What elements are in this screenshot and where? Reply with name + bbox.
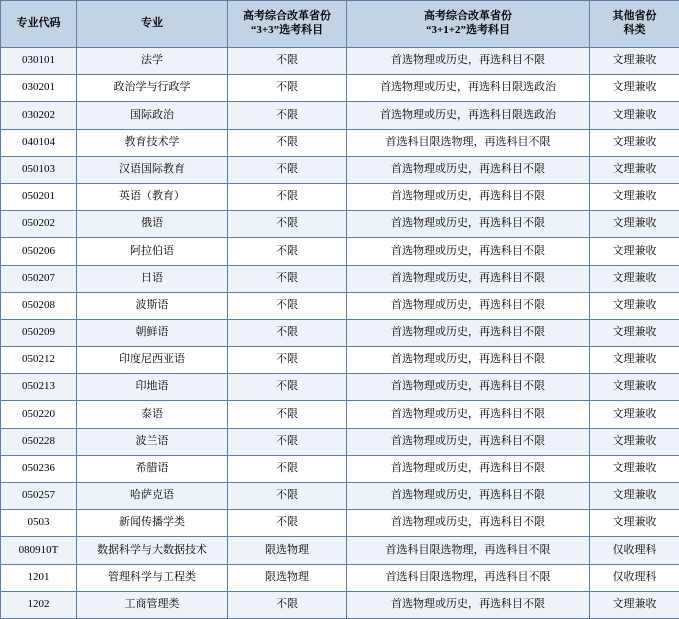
column-header-major-code	[1, 1, 77, 48]
header-line: “3+1+2”选考科目	[348, 24, 588, 38]
cell-3plus1plus2-subjects: 首选物理或历史，再选科目不限	[347, 455, 590, 482]
cell-major-name: 汉语国际教育	[77, 156, 228, 183]
cell-major-name: 希腊语	[77, 455, 228, 482]
column-header-3plus3	[228, 1, 347, 48]
cell-3plus1plus2-subjects: 首选科目限选物理，再选科目不限	[347, 537, 590, 564]
table-row	[1, 428, 679, 455]
cell-major-name: 俄语	[77, 211, 228, 238]
cell-other-category: 文理兼收	[590, 319, 679, 346]
table-row	[1, 347, 679, 374]
cell-other-category: 文理兼收	[590, 156, 679, 183]
cell-3plus3-subjects: 不限	[228, 374, 347, 401]
cell-major-name: 印度尼西亚语	[77, 347, 228, 374]
cell-other-category: 文理兼收	[590, 483, 679, 510]
cell-major-name: 印地语	[77, 374, 228, 401]
cell-3plus1plus2-subjects: 首选物理或历史，再选科目不限	[347, 401, 590, 428]
header-row	[1, 1, 679, 48]
cell-3plus3-subjects: 不限	[228, 102, 347, 129]
cell-major-name: 日语	[77, 265, 228, 292]
cell-3plus3-subjects: 不限	[228, 428, 347, 455]
cell-3plus3-subjects: 不限	[228, 48, 347, 75]
cell-3plus1plus2-subjects: 首选物理或历史，再选科目不限	[347, 238, 590, 265]
cell-3plus1plus2-subjects: 首选物理或历史，再选科目限选政治	[347, 102, 590, 129]
cell-major-code: 050103	[1, 156, 77, 183]
cell-other-category: 文理兼收	[590, 238, 679, 265]
cell-other-category: 文理兼收	[590, 102, 679, 129]
cell-major-name: 波兰语	[77, 428, 228, 455]
cell-major-name: 阿拉伯语	[77, 238, 228, 265]
cell-major-name: 英语（教育）	[77, 183, 228, 210]
header-line: 科类	[591, 24, 678, 38]
cell-3plus3-subjects: 不限	[228, 75, 347, 102]
cell-3plus3-subjects: 不限	[228, 319, 347, 346]
cell-major-code: 050208	[1, 292, 77, 319]
cell-major-code: 030201	[1, 75, 77, 102]
column-header-major	[77, 1, 228, 48]
cell-3plus3-subjects: 不限	[228, 510, 347, 537]
cell-3plus1plus2-subjects: 首选物理或历史，再选科目不限	[347, 292, 590, 319]
cell-major-name: 哈萨克语	[77, 483, 228, 510]
cell-3plus1plus2-subjects: 首选物理或历史，再选科目不限	[347, 156, 590, 183]
table-row	[1, 455, 679, 482]
cell-major-code: 050220	[1, 401, 77, 428]
header-line: 其他省份	[591, 10, 678, 24]
cell-other-category: 文理兼收	[590, 374, 679, 401]
table-row	[1, 401, 679, 428]
cell-other-category: 文理兼收	[590, 455, 679, 482]
table-row	[1, 211, 679, 238]
cell-other-category: 文理兼收	[590, 510, 679, 537]
cell-3plus1plus2-subjects: 首选科目限选物理，再选科目不限	[347, 129, 590, 156]
table-row	[1, 265, 679, 292]
header-line: 专业代码	[2, 17, 75, 31]
cell-other-category: 文理兼收	[590, 591, 679, 618]
cell-major-name: 新闻传播学类	[77, 510, 228, 537]
cell-3plus1plus2-subjects: 首选物理或历史，再选科目不限	[347, 48, 590, 75]
cell-major-code: 050201	[1, 183, 77, 210]
cell-major-name: 政治学与行政学	[77, 75, 228, 102]
table-row	[1, 129, 679, 156]
cell-3plus1plus2-subjects: 首选物理或历史，再选科目不限	[347, 319, 590, 346]
cell-major-code: 050212	[1, 347, 77, 374]
cell-major-code: 050228	[1, 428, 77, 455]
cell-3plus1plus2-subjects: 首选物理或历史，再选科目不限	[347, 483, 590, 510]
cell-major-code: 050236	[1, 455, 77, 482]
cell-major-name: 波斯语	[77, 292, 228, 319]
cell-3plus3-subjects: 不限	[228, 483, 347, 510]
cell-major-code: 040104	[1, 129, 77, 156]
cell-major-name: 管理科学与工程类	[77, 564, 228, 591]
table-row	[1, 374, 679, 401]
cell-major-code: 050257	[1, 483, 77, 510]
table-row	[1, 102, 679, 129]
cell-other-category: 仅收理科	[590, 537, 679, 564]
cell-major-code: 0503	[1, 510, 77, 537]
cell-3plus1plus2-subjects: 首选科目限选物理，再选科目不限	[347, 564, 590, 591]
table-row	[1, 483, 679, 510]
cell-major-name: 教育技术学	[77, 129, 228, 156]
column-header-other-provinces	[590, 1, 679, 48]
cell-major-code: 050206	[1, 238, 77, 265]
cell-3plus1plus2-subjects: 首选物理或历史，再选科目不限	[347, 428, 590, 455]
cell-other-category: 文理兼收	[590, 75, 679, 102]
cell-major-name: 法学	[77, 48, 228, 75]
cell-3plus1plus2-subjects: 首选物理或历史，再选科目不限	[347, 211, 590, 238]
table-row	[1, 292, 679, 319]
table-row	[1, 510, 679, 537]
cell-major-name: 国际政治	[77, 102, 228, 129]
cell-major-code: 050202	[1, 211, 77, 238]
cell-other-category: 文理兼收	[590, 401, 679, 428]
cell-major-code: 080910T	[1, 537, 77, 564]
cell-major-name: 工商管理类	[77, 591, 228, 618]
cell-3plus3-subjects: 不限	[228, 347, 347, 374]
table-row	[1, 319, 679, 346]
cell-3plus3-subjects: 不限	[228, 156, 347, 183]
cell-major-code: 050209	[1, 319, 77, 346]
cell-other-category: 文理兼收	[590, 183, 679, 210]
table-row	[1, 48, 679, 75]
cell-other-category: 文理兼收	[590, 48, 679, 75]
cell-other-category: 文理兼收	[590, 347, 679, 374]
cell-3plus1plus2-subjects: 首选物理或历史，再选科目不限	[347, 374, 590, 401]
table-row	[1, 156, 679, 183]
cell-3plus3-subjects: 不限	[228, 129, 347, 156]
cell-major-code: 030101	[1, 48, 77, 75]
cell-other-category: 仅收理科	[590, 564, 679, 591]
cell-3plus3-subjects: 限选物理	[228, 537, 347, 564]
table-row	[1, 238, 679, 265]
cell-other-category: 文理兼收	[590, 428, 679, 455]
table-row	[1, 183, 679, 210]
cell-3plus3-subjects: 不限	[228, 292, 347, 319]
table-body	[1, 48, 679, 619]
table-row	[1, 591, 679, 618]
cell-3plus3-subjects: 不限	[228, 238, 347, 265]
header-line: 专业	[78, 17, 226, 31]
cell-other-category: 文理兼收	[590, 292, 679, 319]
cell-3plus3-subjects: 限选物理	[228, 564, 347, 591]
cell-major-name: 数据科学与大数据技术	[77, 537, 228, 564]
cell-other-category: 文理兼收	[590, 211, 679, 238]
header-line: 高考综合改革省份	[348, 10, 588, 24]
cell-major-code: 030202	[1, 102, 77, 129]
column-header-3plus1plus2	[347, 1, 590, 48]
cell-3plus1plus2-subjects: 首选物理或历史，再选科目不限	[347, 183, 590, 210]
cell-other-category: 文理兼收	[590, 129, 679, 156]
cell-3plus3-subjects: 不限	[228, 455, 347, 482]
header-line: 高考综合改革省份	[229, 10, 345, 24]
cell-major-code: 050207	[1, 265, 77, 292]
cell-3plus1plus2-subjects: 首选物理或历史，再选科目限选政治	[347, 75, 590, 102]
cell-3plus3-subjects: 不限	[228, 265, 347, 292]
table-row	[1, 564, 679, 591]
cell-3plus1plus2-subjects: 首选物理或历史，再选科目不限	[347, 591, 590, 618]
cell-major-name: 朝鲜语	[77, 319, 228, 346]
cell-3plus3-subjects: 不限	[228, 591, 347, 618]
table-header	[1, 1, 679, 48]
cell-major-code: 1201	[1, 564, 77, 591]
cell-3plus1plus2-subjects: 首选物理或历史，再选科目不限	[347, 510, 590, 537]
cell-major-code: 050213	[1, 374, 77, 401]
cell-3plus3-subjects: 不限	[228, 183, 347, 210]
cell-other-category: 文理兼收	[590, 265, 679, 292]
table-row	[1, 537, 679, 564]
cell-3plus3-subjects: 不限	[228, 211, 347, 238]
table-row	[1, 75, 679, 102]
cell-3plus1plus2-subjects: 首选物理或历史，再选科目不限	[347, 265, 590, 292]
cell-major-code: 1202	[1, 591, 77, 618]
cell-3plus3-subjects: 不限	[228, 401, 347, 428]
cell-3plus1plus2-subjects: 首选物理或历史，再选科目不限	[347, 347, 590, 374]
cell-major-name: 泰语	[77, 401, 228, 428]
header-line: “3+3”选考科目	[229, 24, 345, 38]
